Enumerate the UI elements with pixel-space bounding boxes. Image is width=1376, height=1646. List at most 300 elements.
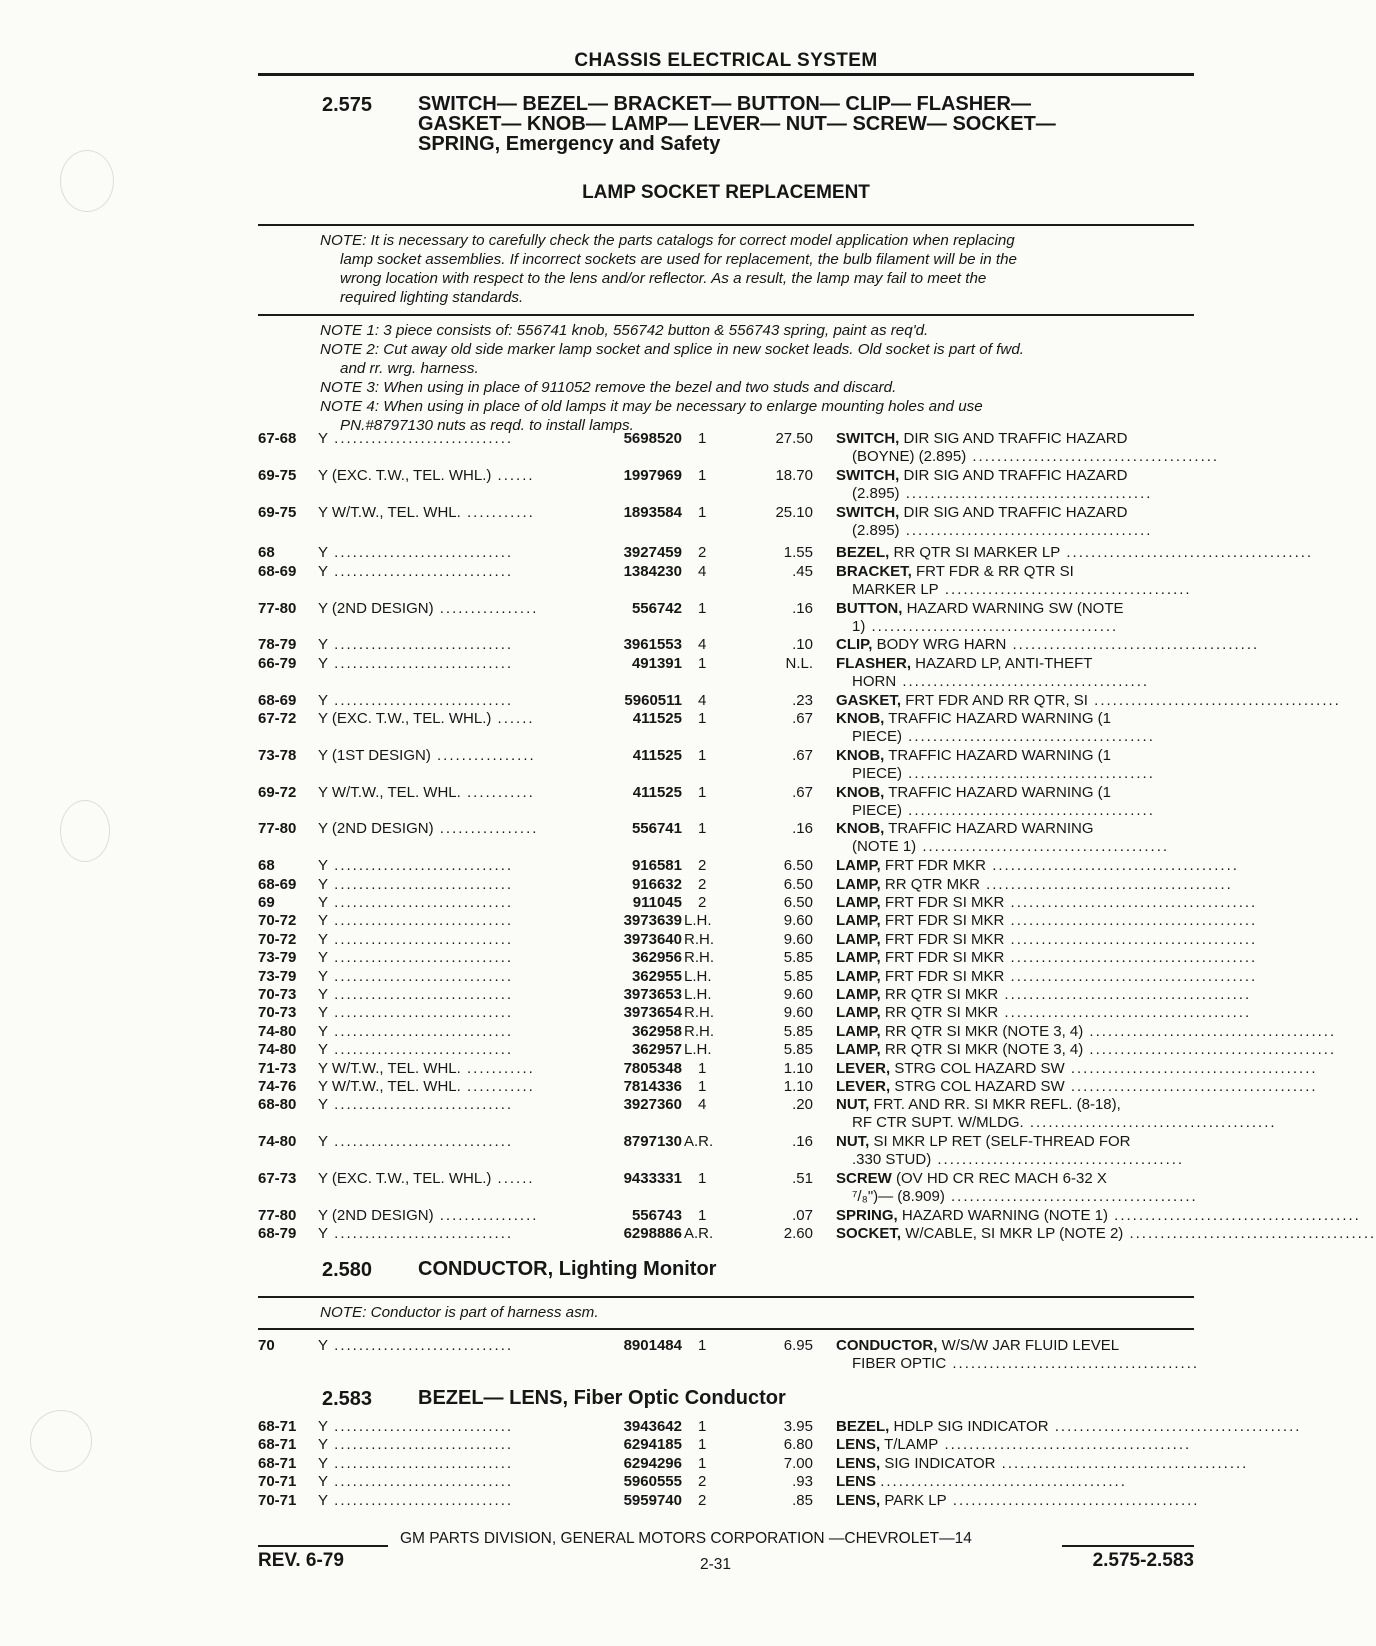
part-number: 3927360 [623, 1096, 682, 1114]
model-years: 77-80 [258, 820, 297, 838]
application [318, 1060, 580, 1078]
application-text: Y (EXC. T.W., TEL. WHL.) [318, 466, 492, 484]
model-years: 71-73 [258, 1059, 297, 1077]
description-text: 1) [852, 617, 866, 635]
description-text: HAZARD WARNING (NOTE 1) [901, 1206, 1108, 1224]
leader-dots: ........................................ [1006, 636, 1260, 654]
price: 9.60 [783, 1004, 813, 1022]
model-years: 70-73 [258, 986, 297, 1003]
leader-dots: ........... [460, 1059, 535, 1077]
application [318, 968, 580, 986]
quantity: 1 [698, 1337, 707, 1354]
price: 6.50 [783, 875, 813, 893]
leader-dots: ...... [491, 1170, 535, 1187]
price: 1.10 [783, 1059, 813, 1077]
application-text: Y (1ST DESIGN) [318, 746, 431, 764]
part-number: 6298886 [623, 1225, 682, 1243]
leader-dots: ........................................ [1004, 894, 1258, 911]
section-title-line: SPRING, Emergency and Safety [418, 133, 721, 155]
application [318, 710, 580, 728]
application [318, 655, 580, 673]
application-text: Y [318, 967, 329, 985]
description-line [836, 930, 1258, 949]
note-line: required lighting standards. [340, 289, 524, 306]
price: 9.60 [783, 930, 813, 948]
model-years: 70 [258, 1337, 275, 1354]
quantity: 1 [698, 783, 707, 801]
leader-dots: ................ [430, 746, 536, 764]
part-number: 8797130 [623, 1133, 682, 1151]
description-line [836, 673, 1196, 691]
description-text: T/LAMP [884, 1436, 939, 1454]
part-number: 1893584 [623, 503, 682, 521]
price: 7.00 [783, 1454, 813, 1472]
price: .51 [792, 1170, 813, 1187]
description-text: PIECE) [852, 801, 903, 819]
model-years: 73-79 [258, 949, 297, 967]
quantity: 1 [698, 430, 707, 447]
description-line [836, 838, 1196, 856]
application [318, 894, 580, 912]
leader-dots: ........................................ [1004, 912, 1258, 930]
application [318, 467, 580, 485]
leader-dots: ........................................ [1064, 1059, 1318, 1077]
description-line [836, 581, 1196, 599]
section-title [418, 1388, 786, 1408]
model-years: 70-73 [258, 1004, 297, 1022]
description-line [836, 1096, 1196, 1114]
leader-dots: ...... [491, 710, 535, 727]
leader-dots: ........................................ [946, 1491, 1200, 1509]
leader-dots: ........................................ [902, 801, 1155, 819]
application-text: Y [318, 1436, 329, 1454]
description-line [836, 1355, 1200, 1373]
description-text: FRT FDR AND RR QTR, SI [905, 691, 1088, 709]
description-line [836, 1133, 1196, 1151]
part-description [836, 967, 1258, 986]
part-name: BEZEL, [836, 544, 890, 562]
part-name: LAMP, [836, 1022, 881, 1040]
model-years: 69-75 [258, 503, 297, 521]
model-years: 68 [258, 857, 275, 875]
description-text: (OV HD CR REC MACH 6-32 X [896, 1170, 1107, 1187]
note-3: NOTE 3: When using in place of 911052 remove the bezel and two studs and discard. [320, 379, 897, 396]
description-text: RR QTR SI MKR (NOTE 3, 4) [884, 1041, 1084, 1059]
leader-dots: ............................. [328, 562, 514, 580]
model-years: 68-69 [258, 875, 297, 893]
description-text: TRAFFIC HAZARD WARNING [888, 820, 1094, 838]
description-line [836, 691, 1341, 710]
description-text: PARK LP [884, 1491, 947, 1509]
quantity: 1 [698, 1170, 707, 1187]
description-line [836, 430, 1196, 448]
leader-dots: ........................................ [1087, 691, 1341, 709]
quantity: 2 [698, 1473, 707, 1491]
footer-section-range: 2.575-2.583 [1092, 1550, 1194, 1571]
leader-dots: ............................. [328, 1454, 514, 1472]
leader-dots: ........................................ [1107, 1206, 1361, 1224]
description-text: ⁷/₈")— (8.909) [852, 1188, 945, 1205]
part-description [836, 691, 1341, 710]
price: 2.60 [783, 1225, 813, 1243]
part-number: 556741 [631, 820, 682, 838]
application [318, 820, 580, 838]
section-title-line: SWITCH— BEZEL— BRACKET— BUTTON— CLIP— FLASHER— [418, 93, 1031, 115]
leader-dots: ............................. [328, 1004, 514, 1022]
subheading: LAMP SOCKET REPLACEMENT [582, 182, 870, 203]
application-text: Y [318, 1022, 329, 1040]
leader-dots: ........................................ [880, 1473, 1127, 1491]
section-number: 2.580 [322, 1259, 373, 1281]
part-description [836, 1059, 1318, 1078]
section-number: 2.583 [322, 1388, 373, 1410]
leader-dots: ............................. [328, 1436, 514, 1454]
quantity: L.H. [684, 1041, 712, 1059]
section-title [418, 1259, 716, 1279]
application [318, 1133, 580, 1151]
leader-dots: ........................................ [995, 1454, 1249, 1472]
part-name: CONDUCTOR, [836, 1337, 938, 1354]
leader-dots: ............................. [328, 894, 514, 911]
price: .67 [792, 746, 813, 764]
application-text: Y (EXC. T.W., TEL. WHL.) [318, 1170, 492, 1187]
part-number: 6294185 [623, 1436, 682, 1454]
application [318, 430, 580, 448]
note-rule-top [258, 224, 1194, 226]
part-description [836, 1078, 1318, 1096]
leader-dots: ............................. [328, 1133, 514, 1151]
part-number: 5960511 [624, 691, 682, 709]
leader-dots: ........................................ [1064, 1078, 1318, 1095]
model-years: 67-73 [258, 1170, 297, 1187]
application-text: Y [318, 1454, 329, 1472]
leader-dots: ............................. [328, 857, 514, 875]
model-years: 68-71 [258, 1418, 297, 1435]
application [318, 1436, 580, 1454]
note-2-cont: and rr. wrg. harness. [340, 360, 479, 377]
price: .20 [792, 1096, 813, 1114]
price: .16 [792, 1133, 813, 1151]
part-name: LENS, [836, 1436, 881, 1454]
part-description [836, 655, 1196, 691]
description-text: RR QTR SI MKR (NOTE 3, 4) [884, 1022, 1084, 1040]
application-text: Y (2ND DESIGN) [318, 820, 434, 838]
part-description [836, 857, 1239, 875]
leader-dots: ........... [460, 783, 535, 801]
description-text: (BOYNE) (2.895) [852, 448, 967, 465]
part-name: LAMP, [836, 949, 881, 967]
part-number: 411525 [632, 783, 682, 801]
description-line [836, 967, 1258, 986]
application-text: Y [318, 430, 329, 447]
price: 25.10 [775, 503, 813, 521]
leader-dots: ............................. [328, 544, 514, 562]
application [318, 949, 580, 967]
part-number: 362955 [631, 967, 682, 985]
part-number: 7814336 [623, 1078, 682, 1095]
application [318, 747, 580, 765]
note-line: lamp socket assemblies. If incorrect sockets are used for replacement, the bulb filament will be in the [340, 251, 1018, 268]
description-line [836, 1022, 1337, 1041]
part-name: SCREW [836, 1170, 892, 1187]
application-text: Y [318, 636, 329, 654]
application-text: Y [318, 691, 329, 709]
part-name: LEVER, [836, 1059, 891, 1077]
part-name: GASKET, [836, 691, 902, 709]
leader-dots: ........................................ [944, 1188, 1198, 1205]
part-description [836, 949, 1258, 967]
note-4-cont: PN.#8797130 nuts as reqd. to install lamps. [340, 417, 634, 434]
price: 5.85 [783, 967, 813, 985]
application-text: Y (2ND DESIGN) [318, 599, 434, 617]
description-line [836, 1454, 1249, 1473]
numbered-notes [320, 321, 1200, 435]
description-text: TRAFFIC HAZARD WARNING (1 [888, 710, 1112, 727]
part-number: 5960555 [623, 1473, 682, 1491]
description-line [836, 544, 1314, 562]
quantity: 1 [698, 654, 707, 672]
note-line: wrong location with respect to the lens and/or reflector. As a result, the lamp may fail to meet the [340, 270, 987, 287]
scan-smudge [60, 800, 110, 862]
quantity: 1 [698, 1206, 707, 1224]
model-years: 73-78 [258, 746, 297, 764]
application-text: Y [318, 986, 329, 1003]
part-name: LAMP, [836, 1041, 881, 1059]
leader-dots: ........................................ [931, 1151, 1185, 1169]
leader-dots: ........................................ [1004, 967, 1258, 985]
part-name: KNOB, [836, 710, 885, 727]
leader-dots: ............................. [328, 1491, 514, 1509]
application [318, 544, 580, 562]
part-name: BUTTON, [836, 599, 903, 617]
leader-dots: ........................................ [946, 1355, 1200, 1372]
leader-dots: ........... [460, 1078, 535, 1095]
application [318, 1337, 580, 1355]
note-line: NOTE: Conductor is part of harness asm. [320, 1304, 599, 1321]
description-line [836, 1225, 1376, 1243]
model-years: 68-69 [258, 562, 297, 580]
leader-dots: ........................................ [1048, 1418, 1302, 1435]
part-name: LAMP, [836, 1004, 881, 1022]
price: .45 [792, 562, 813, 580]
leader-dots: ........................................ [1004, 949, 1258, 967]
part-number: 3927459 [623, 544, 682, 562]
part-name: CLIP, [836, 636, 873, 654]
price: 6.50 [783, 857, 813, 875]
description-text: HDLP SIG INDICATOR [893, 1418, 1049, 1435]
price: 1.10 [783, 1078, 813, 1095]
description-text: FRT FDR SI MKR [884, 930, 1005, 948]
part-description [836, 1225, 1376, 1243]
description-text: PIECE) [852, 728, 903, 745]
description-text: FRT FDR SI MKR [884, 949, 1005, 967]
model-years: 68 [258, 544, 275, 562]
leader-dots: ............................. [328, 875, 514, 893]
part-number: 6294296 [623, 1454, 682, 1472]
quantity: 1 [698, 599, 707, 617]
description-line [836, 986, 1252, 1004]
description-line [836, 655, 1196, 673]
leader-dots: ........................................ [899, 521, 1153, 539]
description-text: FIBER OPTIC [852, 1355, 947, 1372]
leader-dots: ...... [491, 466, 535, 484]
application-text: Y [318, 544, 329, 562]
part-description [836, 504, 1196, 540]
description-text: RR QTR SI MKR [884, 1004, 999, 1022]
quantity: R.H. [684, 949, 714, 967]
leader-dots: ............................. [328, 1041, 514, 1059]
leader-dots: ........................................ [865, 617, 1119, 635]
description-text: (2.895) [852, 484, 900, 502]
quantity: 4 [698, 691, 707, 709]
application-text: Y [318, 930, 329, 948]
description-text: SIG INDICATOR [884, 1454, 996, 1472]
part-description [836, 784, 1196, 820]
leader-dots: ............................. [328, 912, 514, 930]
part-description [836, 467, 1196, 503]
description-text: SI MKR LP RET (SELF-THREAD FOR [873, 1133, 1131, 1151]
description-text: DIR SIG AND TRAFFIC HAZARD [903, 430, 1128, 447]
note-4: NOTE 4: When using in place of old lamps it may be necessary to enlarge mounting holes and use [320, 398, 983, 415]
description-line [836, 1004, 1252, 1022]
application [318, 986, 580, 1004]
description-line [836, 1418, 1302, 1436]
application [318, 1455, 580, 1473]
scan-smudge [60, 150, 114, 212]
application [318, 1023, 580, 1041]
description-line [836, 618, 1196, 636]
part-description [836, 747, 1196, 783]
application-text: Y [318, 1337, 329, 1354]
price: 3.95 [783, 1418, 813, 1435]
quantity: R.H. [684, 1004, 714, 1022]
note-rule-bottom [258, 1328, 1194, 1330]
application-text: Y [318, 894, 329, 911]
description-text: MARKER LP [852, 580, 939, 598]
quantity: L.H. [684, 967, 712, 985]
leader-dots: ........................................ [902, 764, 1155, 782]
leader-dots: ........................................ [1004, 930, 1258, 948]
section-number: 2.575 [322, 94, 373, 116]
price: 1.55 [783, 544, 813, 562]
price: .10 [792, 636, 813, 654]
footer-rule-right [1062, 1545, 1194, 1547]
application [318, 1170, 580, 1188]
application-text: Y [318, 1041, 329, 1059]
application [318, 563, 580, 581]
application-text: Y W/T.W., TEL. WHL. [318, 1078, 461, 1095]
application-text: Y [318, 562, 329, 580]
application [318, 1207, 580, 1225]
application [318, 1096, 580, 1114]
description-text: FRT FDR MKR [884, 857, 987, 875]
leader-dots: ............................. [328, 654, 514, 672]
description-text: DIR SIG AND TRAFFIC HAZARD [903, 503, 1128, 521]
description-text: TRAFFIC HAZARD WARNING (1 [888, 783, 1112, 801]
quantity: 4 [698, 636, 707, 654]
quantity: 1 [698, 1078, 707, 1095]
model-years: 70-72 [258, 930, 297, 948]
section-title-rest: Lighting Monitor [553, 1258, 717, 1280]
quantity: L.H. [684, 912, 712, 930]
note-1: NOTE 1: 3 piece consists of: 556741 knob, 556742 button & 556743 spring, paint as req'd. [320, 322, 929, 339]
model-years: 70-71 [258, 1491, 297, 1509]
model-years: 73-79 [258, 967, 297, 985]
part-description [836, 1041, 1337, 1059]
description-text: .330 STUD) [852, 1151, 932, 1169]
footer-rule-left [258, 1545, 388, 1547]
application [318, 600, 580, 618]
application-text: Y [318, 1004, 329, 1022]
part-description [836, 1133, 1196, 1169]
part-description [836, 894, 1258, 912]
leader-dots: ............................. [328, 1225, 514, 1243]
part-name: LENS, [836, 1491, 881, 1509]
description-text: FRT FDR SI MKR [884, 967, 1005, 985]
description-line [836, 1170, 1196, 1188]
application [318, 504, 580, 522]
price: N.L. [785, 654, 813, 672]
part-description [836, 563, 1196, 599]
description-text: PIECE) [852, 764, 903, 782]
part-number: 3943642 [623, 1418, 682, 1435]
part-name: LENS, [836, 1454, 881, 1472]
leader-dots: ........................................ [979, 875, 1233, 893]
quantity: L.H. [684, 986, 712, 1003]
application-text: Y [318, 654, 329, 672]
description-line [836, 1151, 1196, 1169]
part-number: 3973639 [623, 912, 682, 930]
application [318, 1078, 580, 1096]
application-text: Y W/T.W., TEL. WHL. [318, 1059, 461, 1077]
model-years: 70-71 [258, 1473, 297, 1491]
part-number: 411525 [632, 746, 682, 764]
part-name: KNOB, [836, 783, 885, 801]
part-number: 556742 [631, 599, 682, 617]
quantity: 1 [698, 1454, 707, 1472]
description-line [836, 1473, 1196, 1491]
leader-dots: ................ [433, 1206, 539, 1224]
part-name: LEVER, [836, 1078, 891, 1095]
note-line: NOTE: It is necessary to carefully check the parts catalogs for correct model application when replacing [320, 232, 1015, 249]
price: .23 [792, 691, 813, 709]
price: .16 [792, 820, 813, 838]
description-text: FRT FDR & RR QTR SI [916, 562, 1074, 580]
part-number: 362956 [631, 949, 682, 967]
quantity: 1 [698, 466, 707, 484]
model-years: 66-79 [258, 654, 297, 672]
price: .93 [792, 1473, 813, 1491]
price: .16 [792, 599, 813, 617]
description-text: FRT FDR SI MKR [884, 912, 1005, 930]
quantity: R.H. [684, 930, 714, 948]
quantity: 1 [698, 710, 707, 727]
part-name: KNOB, [836, 746, 885, 764]
part-description [836, 1206, 1361, 1225]
note-rule-bottom [258, 314, 1194, 316]
price: .07 [792, 1206, 813, 1224]
footer-corporation: GM PARTS DIVISION, GENERAL MOTORS CORPORATION —CHEVROLET—14 [400, 1530, 972, 1547]
application [318, 876, 580, 894]
leader-dots: ........................................ [986, 857, 1239, 875]
section-title [418, 94, 1056, 154]
part-description [836, 820, 1196, 856]
model-years: 68-79 [258, 1225, 297, 1243]
description-text: RF CTR SUPT. W/MLDG. [852, 1114, 1024, 1132]
model-years: 67-68 [258, 430, 297, 447]
description-line [836, 802, 1196, 820]
part-number: 491391 [631, 654, 682, 672]
